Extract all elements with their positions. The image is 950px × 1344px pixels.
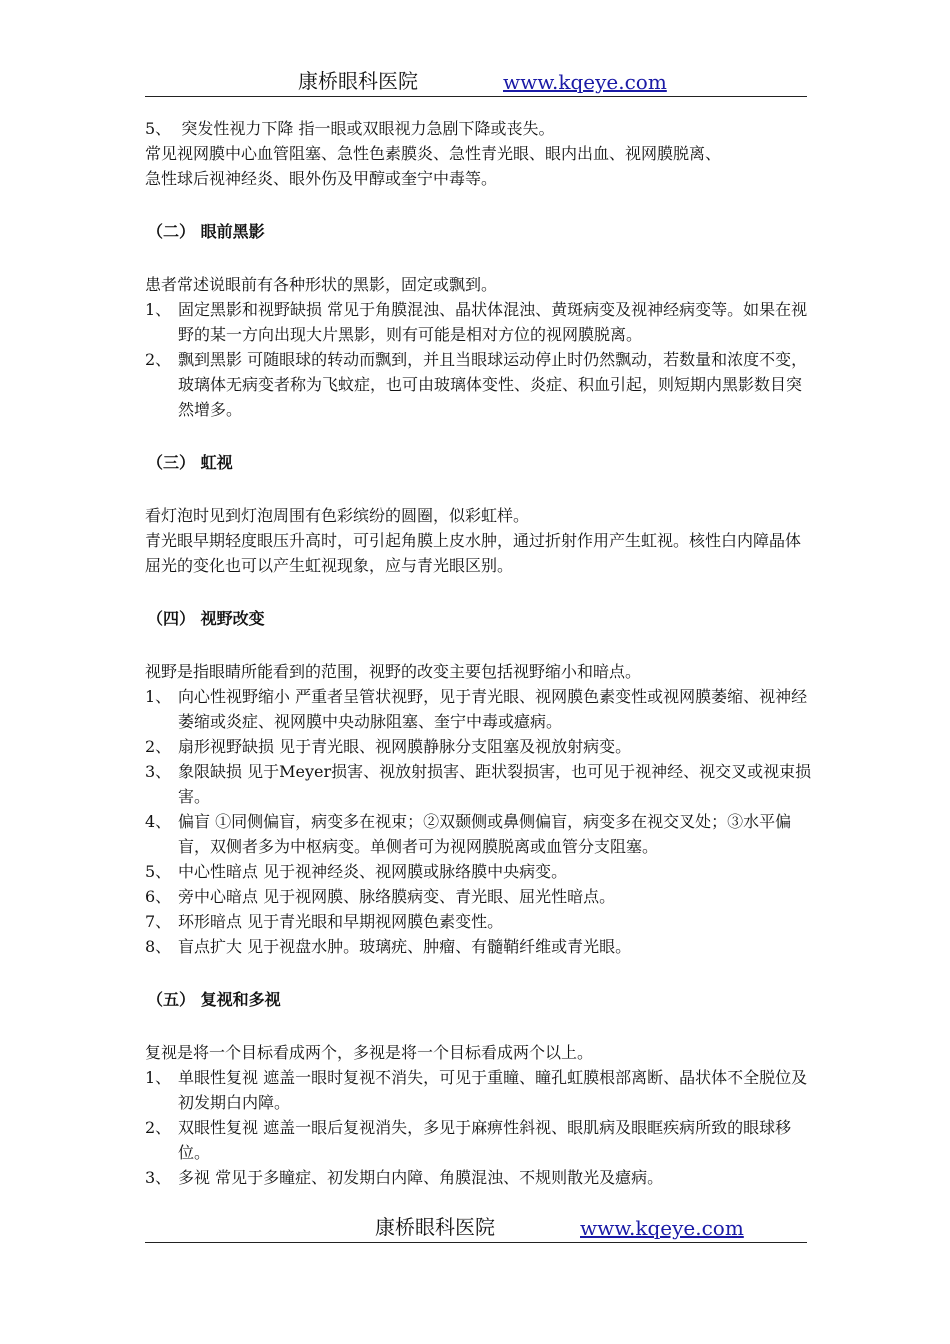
- paragraph: 常见视网膜中心血管阻塞、急性色素膜炎、急性青光眼、眼内出血、视网膜脱离、: [145, 144, 722, 163]
- list-item: 6、 旁中心暗点 见于视网膜、脉络膜病变、青光眼、屈光性暗点。: [145, 887, 616, 906]
- page-header: [145, 56, 807, 97]
- list-item: 2、 双眼性复视 遮盖一眼后复视消失，多见于麻痹性斜视、眼肌病及眼眶疾病所致的眼球移位。: [145, 1118, 792, 1162]
- list-item: 1、 固定黑影和视野缺损 常见于角膜混浊、晶状体混浊、黄斑病变及视神经病变等。如果在视野的某一方向出现大片黑影，则有可能是相对方位的视网膜脱离。: [145, 300, 808, 344]
- paragraph: 看灯泡时见到灯泡周围有色彩缤纷的圆圈，似彩虹样。: [145, 506, 530, 525]
- website-link[interactable]: www.kqeye.com: [580, 1216, 744, 1240]
- list-item: 3、 象限缺损 见于Meyer损害、视放射损害、距状裂损害，也可见于视神经、视交叉或视束损害。: [145, 762, 812, 806]
- hospital-name: 康桥眼科医院: [298, 69, 418, 93]
- list-item: 1、 单眼性复视 遮盖一眼时复视不消失，可见于重瞳、瞳孔虹膜根部离断、晶状体不全脱位及初发期白内障。: [145, 1068, 808, 1112]
- list-item: 2、 飘到黑影 可随眼球的转动而飘到，并且当眼球运动停止时仍然飘动，若数量和浓度不变，玻璃体无病变者称为飞蚊症，也可由玻璃体变性、炎症、积血引起，则短期内黑影数目突然增多。: [145, 350, 808, 419]
- list-item: 5、 中心性暗点 见于视神经炎、视网膜或脉络膜中央病变。: [145, 862, 568, 881]
- list-item: 7、 环形暗点 见于青光眼和早期视网膜色素变性。: [145, 912, 504, 931]
- paragraph: 青光眼早期轻度眼压升高时，可引起角膜上皮水肿，通过折射作用产生虹视。核性白内障晶体屈光的变化也可以产生虹视现象，应与青光眼区别。: [145, 531, 802, 575]
- list-item: 1、 向心性视野缩小 严重者呈管状视野，见于青光眼、视网膜色素变性或视网膜萎缩、视神经萎缩或炎症、视网膜中央动脉阻塞、奎宁中毒或癔病。: [145, 687, 808, 731]
- page-footer: [145, 1202, 807, 1243]
- section-heading: （二） 眼前黑影: [147, 222, 265, 241]
- list-item: 2、 扇形视野缺损 见于青光眼、视网膜静脉分支阻塞及视放射病变。: [145, 737, 632, 756]
- section-heading: （三） 虹视: [147, 453, 233, 472]
- section-heading: （四） 视野改变: [147, 609, 265, 628]
- list-item: 8、 盲点扩大 见于视盘水肿。玻璃疣、肿瘤、有髓鞘纤维或青光眼。: [145, 937, 632, 956]
- paragraph: 复视是将一个目标看成两个，多视是将一个目标看成两个以上。: [145, 1043, 594, 1062]
- list-item: 4、 偏盲 ①同侧偏盲，病变多在视束；②双颞侧或鼻侧偏盲，病变多在视交叉处；③水平偏盲，双侧者多为中枢病变。单侧者可为视网膜脱离或血管分支阻塞。: [145, 812, 792, 856]
- list-item: 5、 突发性视力下降 指一眼或双眼视力急剧下降或丧失。: [145, 119, 555, 138]
- hospital-name: 康桥眼科医院: [375, 1215, 495, 1239]
- section-heading: （五） 复视和多视: [147, 990, 281, 1009]
- website-link[interactable]: www.kqeye.com: [503, 70, 667, 94]
- paragraph: 视野是指眼睛所能看到的范围，视野的改变主要包括视野缩小和暗点。: [145, 662, 642, 681]
- paragraph: 患者常述说眼前有各种形状的黑影，固定或飘到。: [145, 275, 498, 294]
- list-item: 3、 多视 常见于多瞳症、初发期白内障、角膜混浊、不规则散光及癔病。: [145, 1168, 664, 1187]
- document-body: [145, 116, 815, 1190]
- paragraph: 急性球后视神经炎、眼外伤及甲醇或奎宁中毒等。: [145, 169, 498, 188]
